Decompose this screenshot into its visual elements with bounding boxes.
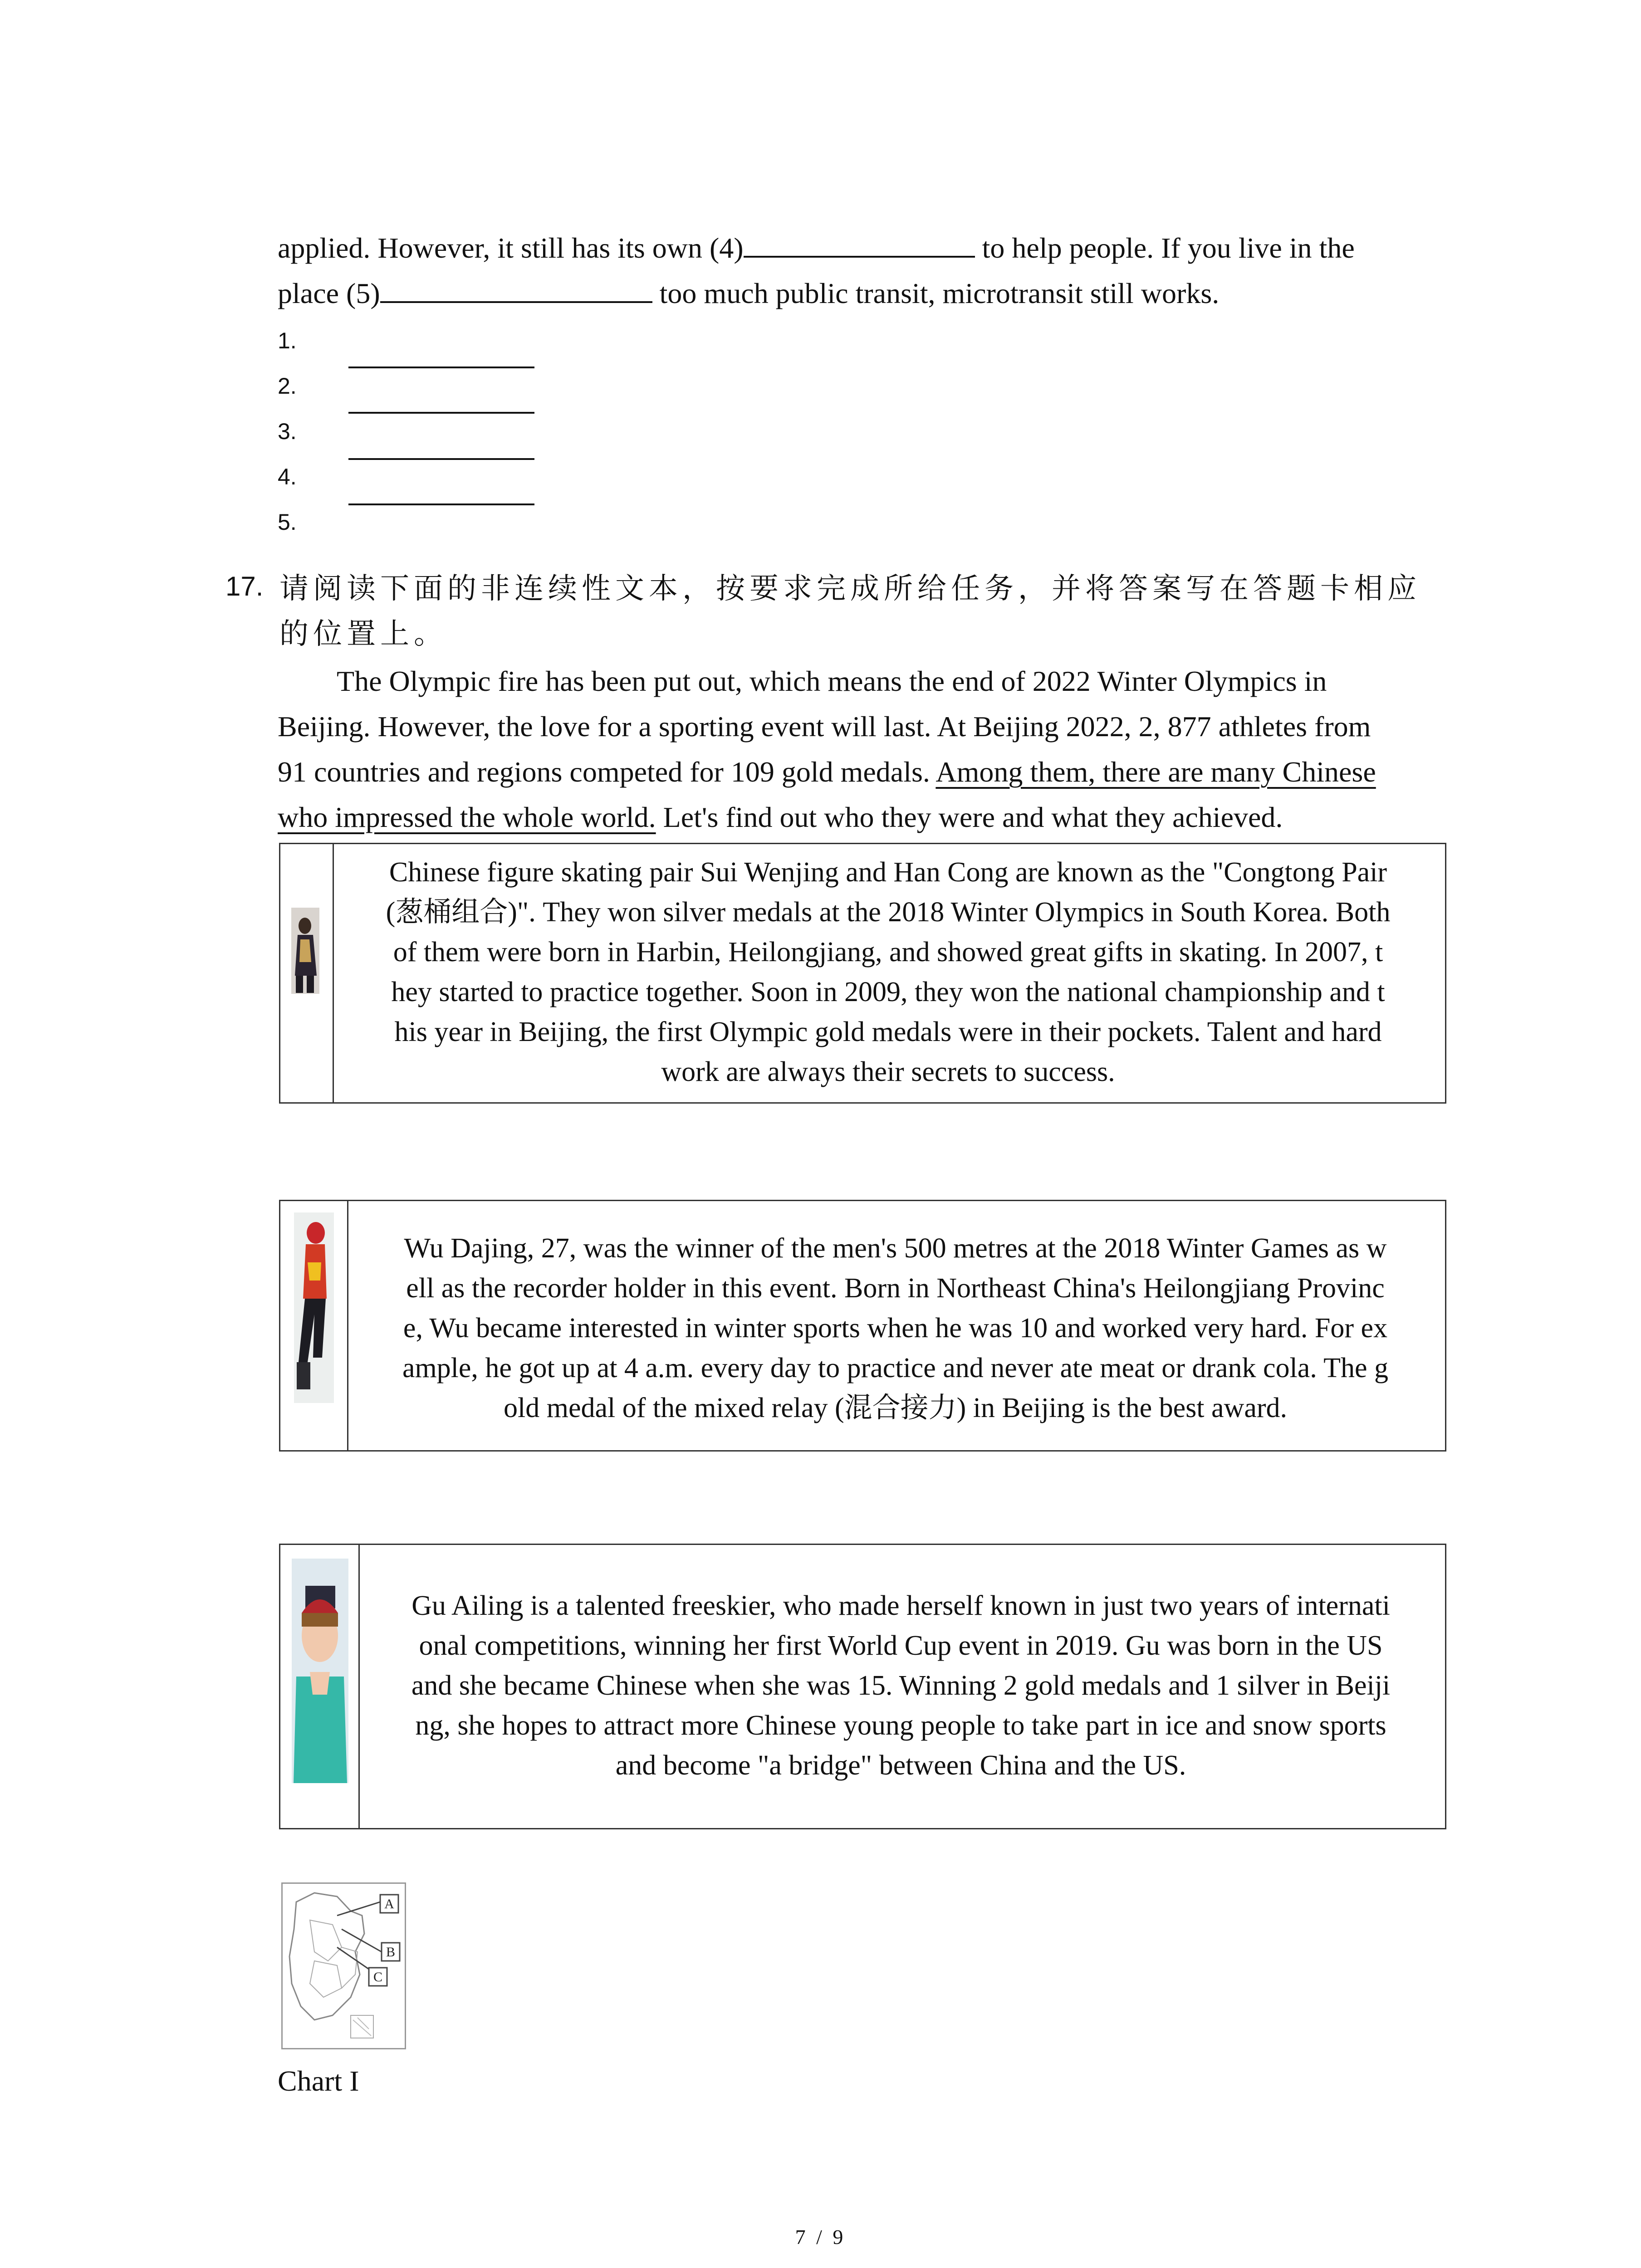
passage-text: too much public transit, microtransit still works. [652,277,1220,309]
intro-text: 91 countries and regions competed for 109 gold medals. [278,756,936,788]
intro-line [278,795,1448,840]
china-map-icon [283,1884,405,2048]
answer-number-3: 3. [278,419,297,444]
answer-line-3 [348,458,534,460]
card-line: onal competitions, winning her first World Cup event in 2019. Gu was born in the US [419,1630,1383,1661]
passage-line [278,225,1448,271]
answer-line-1 [348,367,534,368]
map-label-c: C [373,1970,383,1984]
card-line: ng, she hopes to attract more Chinese young people to take part in ice and snow sports [415,1710,1386,1741]
card-line: Chinese figure skating pair Sui Wenjing and Han Cong are known as the "Congtong Pair [389,857,1387,888]
map-label-b: B [386,1945,396,1960]
answer-blank-5 [380,297,652,303]
card-line: ample, he got up at 4 a.m. every day to practice and never ate meat or drank cola. The g [402,1353,1389,1383]
answer-number-1: 1. [278,328,297,353]
card-line: hey started to practice together. Soon in 2009, they won the national championship and t [391,977,1385,1007]
answer-number-4: 4. [278,464,297,489]
card-line: Wu Dajing, 27, was the winner of the men's 500 metres at the 2018 Winter Games as w [404,1233,1387,1264]
card-line: and she became Chinese when she was 15. Winning 2 gold medals and 1 silver in Beiji [411,1670,1391,1701]
underlined-sentence: who impressed the whole world. [278,801,656,833]
answer-line-2 [348,412,534,414]
card-line: his year in Beijing, the first Olympic gold medals were in their pockets. Talent and hard [394,1017,1382,1047]
intro-line: The Olympic fire has been put out, which means the end of 2022 Winter Olympics in [337,665,1327,697]
passage-text: to help people. If you live in the [975,232,1355,264]
answer-line-4 [348,503,534,505]
card-line: of them were born in Harbin, Heilongjiang, and showed great gifts in skating. In 2007, t [393,937,1383,968]
card-text [344,852,1432,1092]
photo-column [280,1545,360,1828]
athlete-card-gu-ailing [279,1544,1446,1829]
map-label-a: A [384,1897,394,1911]
question-instruction: 请阅读下面的非连续性文本，按要求完成所给任务，并将答案写在答题卡相应的位置上。 [279,572,1421,651]
card-line: Gu Ailing is a talented freeskier, who made herself known in just two years of internati [411,1590,1390,1621]
athlete-card-wu-dajing [279,1200,1446,1452]
question-number: 17. [225,571,264,601]
intro-line: Beijing. However, the love for a sporting event will last. At Beijing 2022, 2, 877 athletes from [278,710,1371,743]
photo-column [280,844,334,1102]
page-number: 7 / 9 [795,2225,846,2248]
card-line: (葱桶组合)". They won silver medals at the 2018 Winter Olympics in South Korea. Both [386,897,1391,928]
intro-paragraph [278,659,1448,840]
card-text [358,1228,1432,1428]
passage-line [278,271,1448,316]
card-line: e, Wu became interested in winter sports when he was 10 and worked very hard. For ex [403,1313,1388,1344]
china-map-figure [281,1882,406,2049]
passage-text: place (5) [278,277,380,309]
athlete-card-sui-han [279,843,1446,1104]
map-caption: Chart I [278,2065,359,2097]
underlined-sentence: Among them, there are many Chinese [936,756,1376,788]
athlete-photo [292,1559,348,1783]
athlete-photo [294,1212,334,1403]
intro-text: Let's find out who they were and what they achieved. [656,801,1283,833]
card-line: ell as the recorder holder in this event. Born in Northeast China's Heilongjiang Provinc [406,1273,1385,1304]
athlete-photo [291,908,319,994]
intro-line [278,749,1448,795]
answer-number-2: 2. [278,373,297,399]
card-line: work are always their secrets to success. [661,1056,1115,1087]
card-line: old medal of the mixed relay (混合接力) in Beijing is the best award. [504,1393,1287,1423]
card-text [369,1586,1432,1785]
passage-continuation [278,225,1448,316]
card-line: and become "a bridge" between China and the US. [615,1750,1186,1781]
answer-number-5: 5. [278,509,297,535]
answer-blank-4 [744,251,975,258]
photo-column [280,1201,348,1450]
passage-text: applied. However, it still has its own (4) [278,232,744,264]
